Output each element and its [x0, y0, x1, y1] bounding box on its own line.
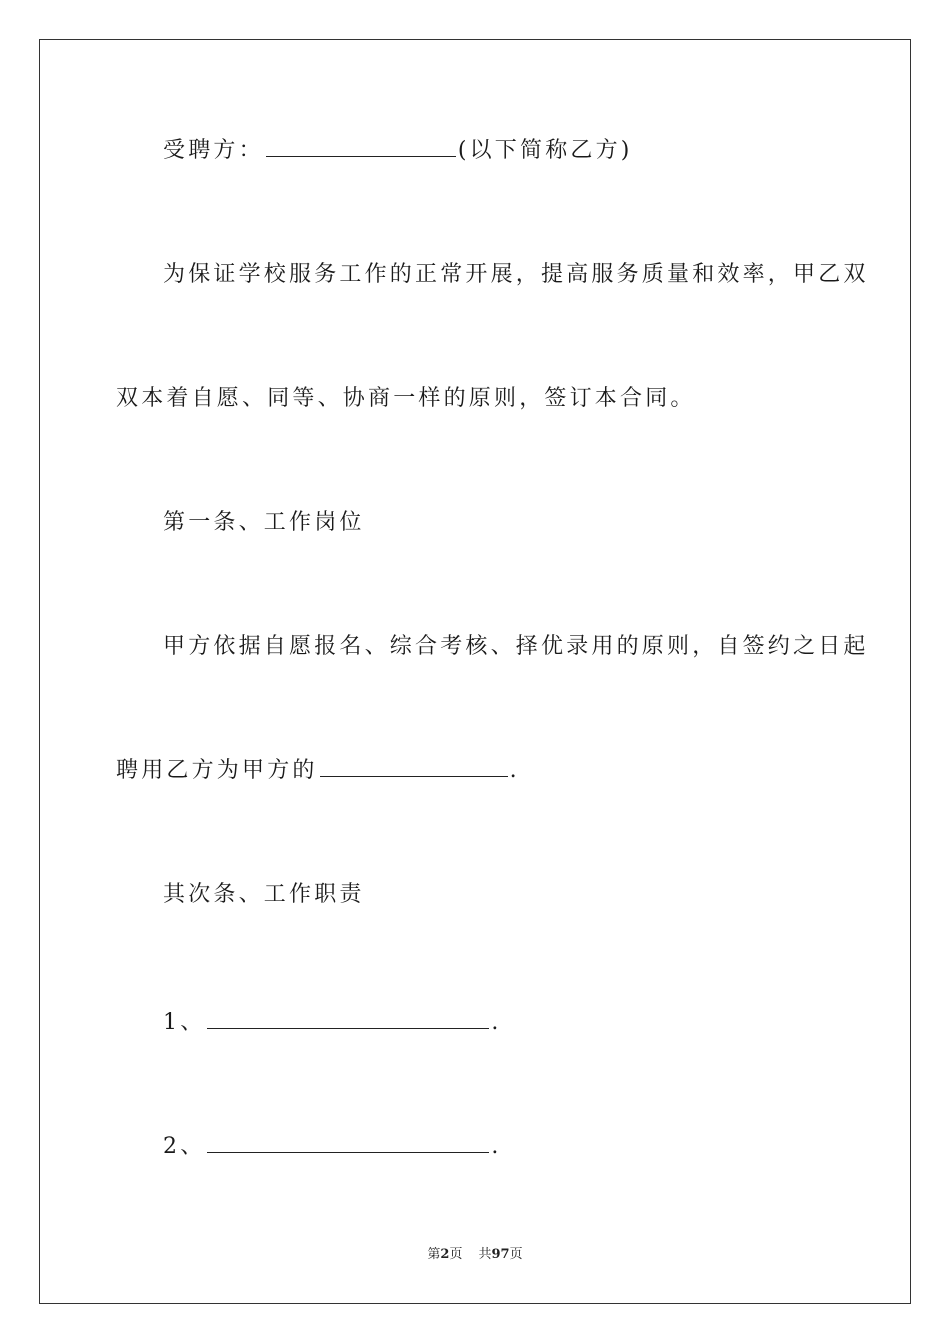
- footer-total-prefix: 共: [478, 1247, 492, 1262]
- employee-line: [163, 138, 633, 164]
- duty-1-prefix: 1、: [163, 1010, 206, 1035]
- footer-total-pages: 97: [491, 1247, 510, 1262]
- employee-suffix: (以下简称乙方): [457, 138, 633, 163]
- article-1-title: 第一条、工作岗位: [163, 510, 365, 535]
- footer-total-unit: 页: [509, 1247, 523, 1262]
- duty-2-suffix: .: [491, 1134, 502, 1159]
- article-1-line-2-prefix: 聘用乙方为甲方的: [116, 758, 318, 783]
- page-frame: [39, 39, 911, 1304]
- employee-name-blank: [266, 138, 456, 157]
- article-2-title: 其次条、工作职责: [163, 882, 365, 907]
- duty-2-prefix: 2、: [163, 1134, 206, 1159]
- duty-1-suffix: .: [491, 1010, 502, 1035]
- duty-2-blank: [207, 1134, 489, 1153]
- article-1-line-1: 甲方依据自愿报名、综合考核、择优录用的原则，自签约之日起: [163, 634, 869, 659]
- duty-1-line: [163, 1010, 502, 1036]
- duty-1-blank: [207, 1010, 489, 1029]
- article-1-line-2: [116, 758, 520, 784]
- page-footer: [0, 1247, 950, 1263]
- footer-page-number: 2: [440, 1247, 450, 1262]
- footer-page-prefix: 第: [427, 1247, 441, 1262]
- position-blank: [320, 758, 508, 777]
- purpose-line-2: 双本着自愿、同等、协商一样的原则，签订本合同。: [116, 386, 696, 411]
- employee-label: 受聘方：: [163, 138, 264, 163]
- purpose-line-1: 为保证学校服务工作的正常开展，提高服务质量和效率，甲乙双: [163, 262, 869, 287]
- article-1-line-2-suffix: .: [509, 758, 520, 783]
- footer-page-unit: 页: [449, 1247, 463, 1262]
- duty-2-line: [163, 1134, 502, 1160]
